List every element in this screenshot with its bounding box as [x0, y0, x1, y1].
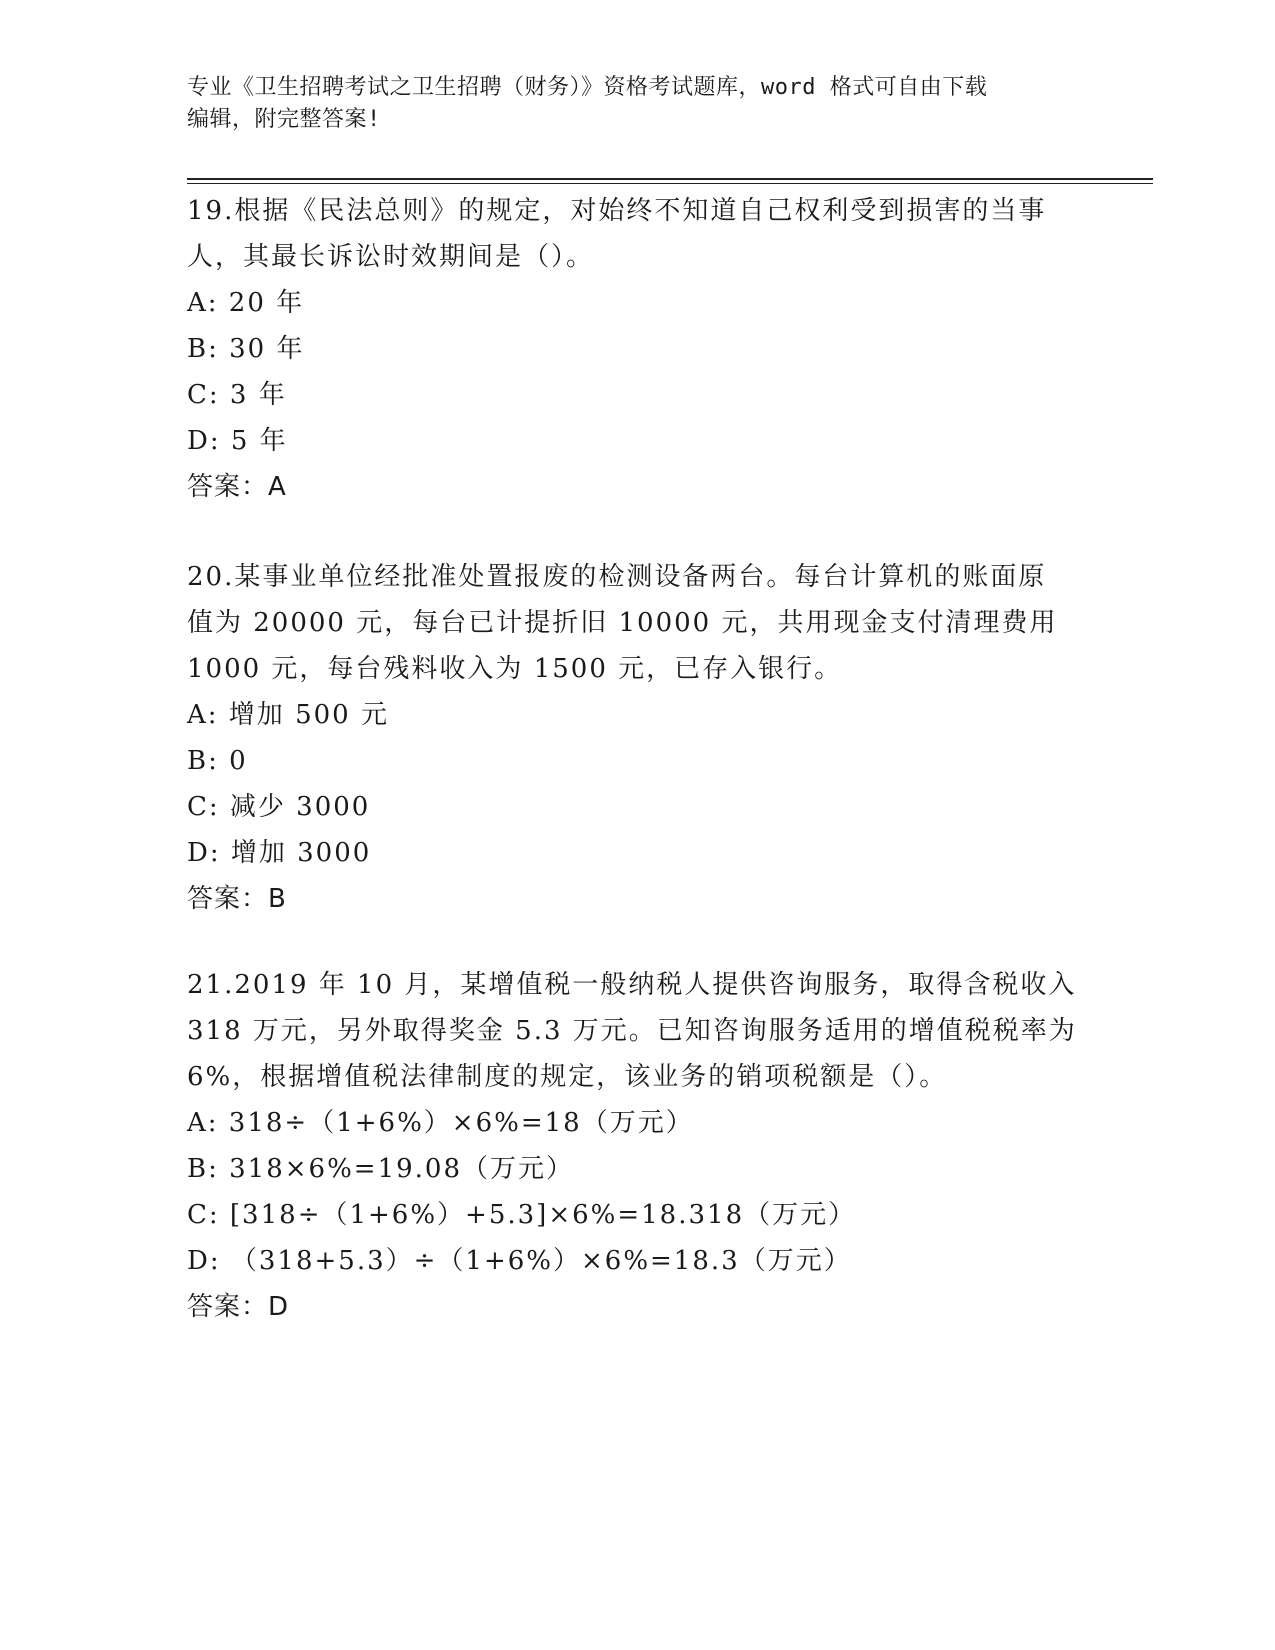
question-stem-line: 6%，根据增值税法律制度的规定，该业务的销项税额是（）。: [187, 1062, 948, 1092]
question-stem-line: 21.2019 年 10 月，某增值税一般纳税人提供咨询服务，取得含税收入: [187, 970, 1077, 1000]
question-20: [187, 554, 1087, 922]
option-c: C: [318÷（1+6%）+5.3]×6%=18.318（万元）: [187, 1200, 857, 1230]
option-c: C: 3 年: [187, 380, 287, 410]
question-stem-line: 1000 元，每台残料收入为 1500 元，已存入银行。: [187, 654, 843, 684]
option-d: D: 5 年: [187, 426, 288, 456]
header-divider-thin: [187, 183, 1153, 184]
option-c: C: 减少 3000: [187, 792, 371, 822]
option-d: D: （318+5.3）÷（1+6%）×6%=18.3（万元）: [187, 1246, 852, 1276]
option-a: A: 318÷（1+6%）×6%=18（万元）: [187, 1108, 694, 1138]
question-19: [187, 188, 1087, 510]
question-stem-line: 20.某事业单位经批准处置报废的检测设备两台。每台计算机的账面原: [187, 562, 1047, 592]
header-line-1: 专业《卫生招聘考试之卫生招聘（财务）》资格考试题库，word 格式可自由下载: [187, 75, 988, 100]
option-b: B: 0: [187, 746, 248, 776]
option-d: D: 增加 3000: [187, 838, 372, 868]
question-stem-line: 人，其最长诉讼时效期间是（）。: [187, 242, 595, 272]
option-a: A: 增加 500 元: [187, 700, 389, 730]
option-b: B: 318×6%=19.08（万元）: [187, 1154, 575, 1184]
question-stem-line: 318 万元，另外取得奖金 5.3 万元。已知咨询服务适用的增值税税率为: [187, 1016, 1077, 1046]
answer-label: 答案：D: [187, 1292, 290, 1322]
question-stem-line: 值为 20000 元，每台已计提折旧 10000 元，共用现金支付清理费用: [187, 608, 1058, 638]
question-21: [187, 962, 1087, 1330]
header-divider-thick: [187, 178, 1153, 180]
header-line-2: 编辑，附完整答案!: [187, 107, 381, 132]
option-b: B: 30 年: [187, 334, 305, 364]
document-header: [187, 72, 1087, 136]
answer-label: 答案：A: [187, 472, 287, 502]
question-stem-line: 19.根据《民法总则》的规定，对始终不知道自己权利受到损害的当事: [187, 196, 1047, 226]
option-a: A: 20 年: [187, 288, 305, 318]
answer-label: 答案：B: [187, 884, 287, 914]
